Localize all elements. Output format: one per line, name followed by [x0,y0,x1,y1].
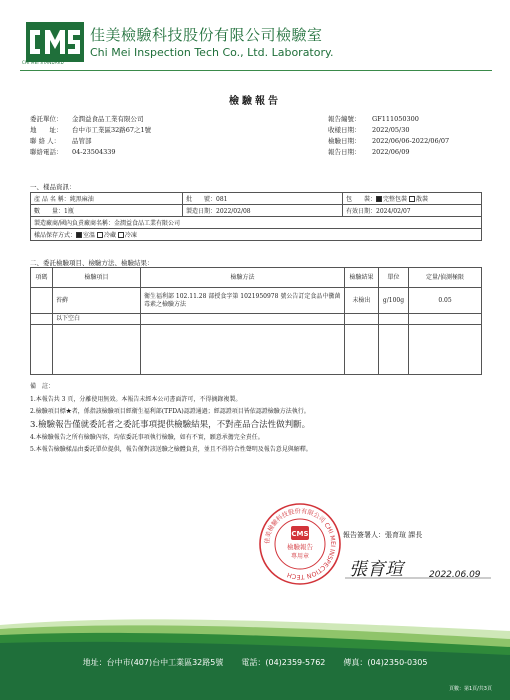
client-contact-label: 聯 絡 人： [30,137,61,145]
note-4: 4.本檢驗報告之所有檢驗內容，均依委託事項執行檢驗，如有不實，願意承擔完全責任。 [30,433,264,441]
batch-cell: 批 號：081 [183,193,343,205]
received-date: 2022/05/30 [372,126,410,134]
page-number: 頁數：第1頁/共3頁 [448,686,492,692]
quantity-cell: 數 量：1瓶 [31,205,183,217]
svg-text:張育瑄: 張育瑄 [349,559,403,580]
table-row [31,314,482,325]
note-5: 5.本報告檢驗樣品由委託單位提供，報告僅對該送驗之檢體負責，並且不得符合性聲明及報告意見與解釋。 [30,446,312,454]
note-2: 2.檢驗項目標★者，係指該檢驗項目經衛生福利部(TFDA)認證通過；經認證項目皆依認證檢驗方法執行。 [30,408,310,416]
maker-name: 金潤益食品工業有限公司 [114,220,181,227]
svg-text:佳美檢驗科技股份有限公司 CHI MEI INSPECTIO: 佳美檢驗科技股份有限公司 CHI MEI INSPECTION TECH [263,507,337,581]
report-title: 檢驗報告 [229,96,281,107]
svg-text:2022.06.09: 2022.06.09 [429,570,481,580]
letterhead [22,20,492,68]
table-row [31,288,482,314]
svg-text:CMS: CMS [291,530,309,538]
client-phone: 04-23504339 [72,148,116,156]
report-seal-icon [258,502,342,586]
sample-section-title: 一、樣品資訊： [30,183,76,191]
checkbox-empty-icon [409,196,415,202]
signer-name: 張育瑄 [385,531,406,539]
report-no: GF111050300 [372,115,419,123]
test-results-table [30,267,482,375]
storage-cell: 樣品保存方式： 室溫 冷藏 冷凍 [31,229,482,241]
client-address-label: 地 址： [30,126,63,134]
client-info [30,114,300,158]
tests-section-title: 二、委託檢驗項目、檢驗方法、檢驗結果： [30,259,154,267]
handwritten-signature [343,548,493,588]
col-header: 項碼 [31,268,53,288]
product-name: 純黑麻油 [69,196,94,203]
footer-contact [0,657,510,668]
col-header: 單位 [379,268,409,288]
exp-date: 2024/02/07 [376,208,411,215]
test-method: 衛生福利部 102.11.28 部授食字第 1021950978 號公告訂定食品中黴菌毒素之檢驗方法 [141,288,345,314]
svg-text:專用章: 專用章 [290,553,310,560]
col-header: 檢驗結果 [345,268,379,288]
checkbox-empty-icon [97,232,103,238]
client-company: 金潤益食品工業有限公司 [72,115,144,123]
report-signer [343,530,422,540]
checkbox-checked-icon [376,196,382,202]
package-cell: 包 裝： 完整包裝 散裝 [343,193,482,205]
blank-row-note: 以下空白 [53,314,141,325]
issue-date-label: 報告日期： [328,148,361,156]
signer-label: 報告簽署人： [343,531,385,539]
note-3: 3.檢驗報告僅就委託者之委託事項提供檢驗結果，不對產品合法性做判斷。 [30,419,311,430]
client-phone-label: 聯絡電話： [30,148,63,156]
quantity: 1瓶 [64,208,74,215]
note-1: 1.本報告共 3 頁，分離使用無效。本報告未經本公司書面許可，不得摘錄複製。 [30,395,242,403]
issue-date: 2022/06/09 [372,148,410,156]
maker-cell: 製造廠商/國內負責廠商名稱：金潤益食品工業有限公司 [31,217,482,229]
client-company-label: 委託單位： [30,115,63,123]
batch-no: 081 [216,196,228,203]
mfg-date-cell: 製造日期：2022/02/08 [183,205,343,217]
signer-title: 課長 [408,531,423,539]
report-info [328,114,488,158]
header-divider [20,70,492,71]
checkbox-checked-icon [76,232,82,238]
footer-tel: 電話：(04)2359-5762 [241,658,326,667]
footer-address: 地址：台中市(407)台中工業區32路5號 [82,658,224,667]
client-address: 台中市工業區32路67之1號 [72,126,152,134]
test-unit: g/100g [379,288,409,314]
col-header: 定量/偵測極限 [409,268,482,288]
sample-info-table [30,192,482,241]
test-item: 苔蘚 [53,288,141,314]
company-name-en: Chi Mei Inspection Tech Co., Ltd. Laboratory. [90,46,334,59]
test-date: 2022/06/06-2022/06/07 [372,137,450,145]
test-limit: 0.05 [409,288,482,314]
checkbox-empty-icon [118,232,124,238]
exp-date-cell: 有效日期：2024/02/07 [343,205,482,217]
cms-logo-icon [26,22,84,62]
notes [30,381,480,457]
svg-text:檢驗報告: 檢驗報告 [287,543,313,551]
report-no-label: 報告編號： [328,115,361,123]
col-header: 檢驗方法 [141,268,345,288]
logo-subtitle: CHI MEI STANDARD [22,60,64,65]
received-date-label: 收樣日期： [328,126,361,134]
mfg-date: 2022/02/08 [216,208,251,215]
product-name-cell: 產 品 名 稱：純黑麻油 [31,193,183,205]
table-row [31,325,482,375]
test-date-label: 檢驗日期： [328,137,361,145]
col-header: 檢驗項目 [53,268,141,288]
company-name-zh: 佳美檢驗科技股份有限公司檢驗室 [90,26,323,44]
footer-band [0,605,510,700]
test-result: 未檢出 [345,288,379,314]
notes-title: 備 註： [30,383,55,390]
footer-fax: 傳真：(04)2350-0305 [343,658,428,667]
row-no [31,288,53,314]
client-contact: 品管部 [72,137,92,145]
